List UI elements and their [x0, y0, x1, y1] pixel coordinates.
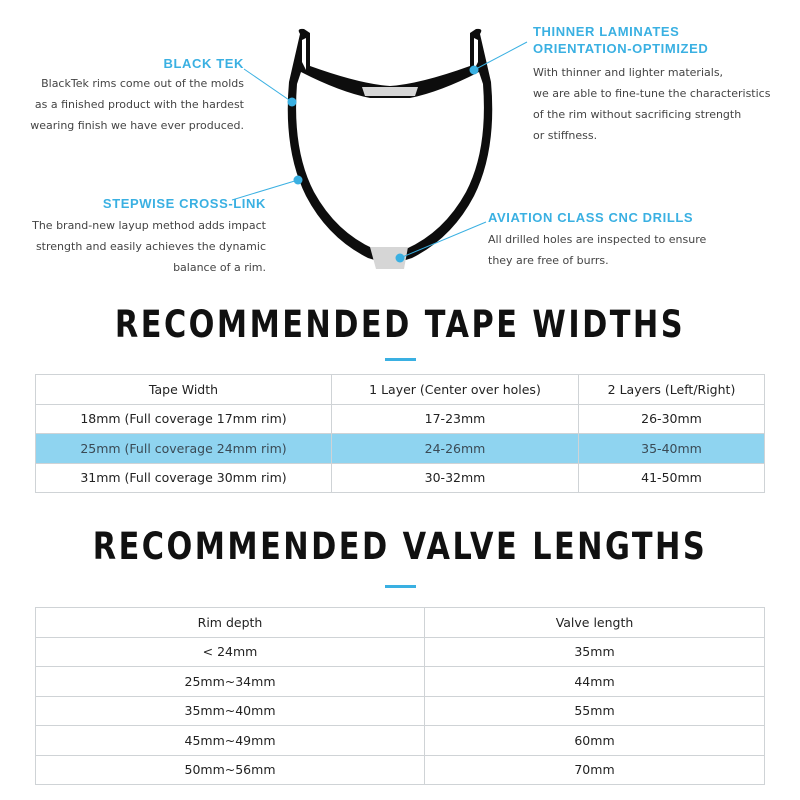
callout-line: wearing finish we have ever produced. — [30, 119, 244, 132]
valve-lengths-title: RECOMMENDED VALVE LENGTHS — [92, 525, 708, 568]
callout-line: as a finished product with the hardest — [34, 98, 244, 111]
table-cell: 44mm — [425, 667, 765, 697]
callout-line: BlackTek rims come out of the molds — [41, 77, 244, 90]
table-row — [36, 463, 765, 493]
table-cell: 35-40mm — [579, 434, 765, 464]
table-cell: 30-32mm — [332, 463, 579, 493]
table-cell: 35mm~40mm — [36, 696, 425, 726]
table-row — [36, 637, 765, 667]
table-cell: 26-30mm — [579, 404, 765, 434]
callout-title-line: THINNER LAMINATES — [533, 24, 680, 39]
table-cell: 17-23mm — [332, 404, 579, 434]
callout-line: of the rim without sacrificing strength — [533, 108, 742, 121]
callout-line: we are able to fine-tune the characteristics — [533, 87, 771, 100]
callout-line: balance of a rim. — [173, 261, 266, 274]
table-header-cell: 2 Layers (Left/Right) — [579, 375, 765, 405]
callout-line: The brand-new layup method adds impact — [32, 219, 266, 232]
rim-bed-insert — [362, 87, 418, 96]
table-header-cell: Tape Width — [36, 375, 332, 405]
marker-aviation — [396, 254, 405, 263]
marker-stepwise — [294, 176, 303, 185]
table-cell: 55mm — [425, 696, 765, 726]
callout-text-stepwise — [32, 215, 266, 278]
leader-line-black-tek — [244, 69, 292, 102]
table-header-cell: 1 Layer (Center over holes) — [332, 375, 579, 405]
tape-title-accent-line — [385, 358, 416, 361]
table-cell: 31mm (Full coverage 30mm rim) — [36, 463, 332, 493]
valve-title-accent-line — [385, 585, 416, 588]
table-header-row — [36, 375, 765, 405]
callout-line: With thinner and lighter materials, — [533, 66, 724, 79]
table-cell: < 24mm — [36, 637, 425, 667]
table-cell: 60mm — [425, 726, 765, 756]
tape-widths-table — [35, 374, 765, 493]
table-row-highlighted — [36, 434, 765, 464]
tape-widths-title: RECOMMENDED TAPE WIDTHS — [114, 303, 686, 346]
table-header-row — [36, 608, 765, 638]
table-row — [36, 404, 765, 434]
callout-text-aviation — [488, 229, 706, 271]
rim-cavity — [296, 72, 484, 252]
callout-title-stepwise: STEPWISE CROSS-LINK — [102, 196, 266, 211]
table-cell: 45mm~49mm — [36, 726, 425, 756]
callout-title-aviation: AVIATION CLASS CNC DRILLS — [488, 210, 694, 225]
callout-line: or stiffness. — [533, 129, 598, 142]
table-cell: 50mm~56mm — [36, 755, 425, 785]
callout-line: they are free of burrs. — [488, 254, 609, 267]
table-cell: 25mm~34mm — [36, 667, 425, 697]
valve-lengths-table — [35, 607, 765, 785]
table-cell: 24-26mm — [332, 434, 579, 464]
callout-title-line: ORIENTATION-OPTIMIZED — [533, 41, 709, 56]
callout-title-thinner — [533, 23, 708, 57]
marker-black-tek — [288, 98, 297, 107]
table-row — [36, 667, 765, 697]
callout-text-black-tek — [30, 73, 244, 136]
table-row — [36, 726, 765, 756]
table-cell: 35mm — [425, 637, 765, 667]
table-cell: 41-50mm — [579, 463, 765, 493]
callout-title-black-tek: BLACK TEK — [163, 56, 244, 71]
table-cell: 70mm — [425, 755, 765, 785]
callout-line: strength and easily achieves the dynamic — [35, 240, 266, 253]
table-cell: 18mm (Full coverage 17mm rim) — [36, 404, 332, 434]
marker-thinner — [470, 66, 479, 75]
table-header-cell: Valve length — [425, 608, 765, 638]
callout-line: All drilled holes are inspected to ensure — [488, 233, 707, 246]
table-row — [36, 755, 765, 785]
table-cell: 25mm (Full coverage 24mm rim) — [36, 434, 332, 464]
table-row — [36, 696, 765, 726]
table-header-cell: Rim depth — [36, 608, 425, 638]
callout-text-thinner — [533, 62, 770, 146]
